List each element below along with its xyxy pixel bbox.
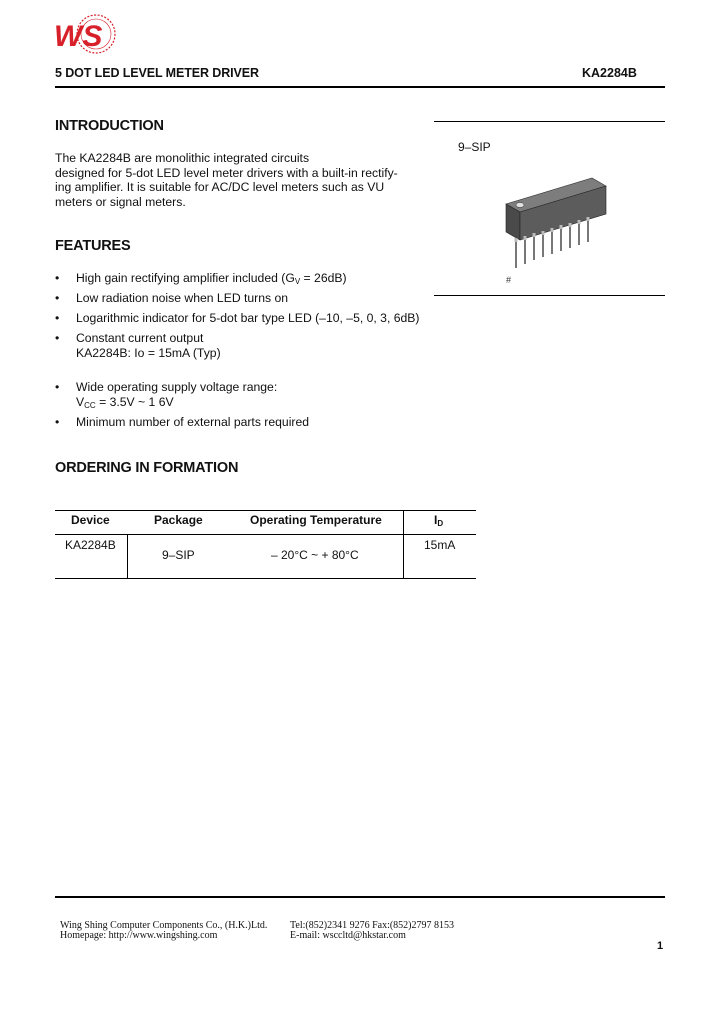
col-operating-temperature: Operating Temperature bbox=[250, 513, 382, 527]
bullet: • bbox=[55, 331, 60, 345]
part-number: KA2284B bbox=[582, 66, 637, 80]
company-logo bbox=[52, 12, 118, 56]
feature-item: • Low radiation noise when LED turns on bbox=[55, 291, 289, 305]
cell-id: 15mA bbox=[424, 538, 456, 552]
feature-list bbox=[55, 271, 435, 435]
feature-item: • High gain rectifying amplifier included $(G_V = 26dB)$ bbox=[55, 271, 347, 286]
feature-item: • Logarithmic indicator for 5-dot bar type LED (–10, –5, 0, 3, 6dB) bbox=[55, 311, 420, 325]
col-id: $I_D$ bbox=[434, 513, 444, 528]
package-bottom-rule bbox=[434, 295, 665, 296]
col-package: Package bbox=[154, 513, 203, 527]
bullet: • bbox=[55, 415, 60, 429]
bullet: • bbox=[55, 311, 60, 325]
cell-device: KA2284B bbox=[65, 538, 116, 552]
introduction-heading: INTRODUCTION bbox=[55, 118, 164, 134]
footer-company: Wing Shing Computer Components Co., (H.K.)Ltd. bbox=[60, 920, 268, 931]
footer-email: E-mail: wsccltd@hkstar.com bbox=[290, 930, 406, 941]
page-number: 1 bbox=[657, 940, 664, 952]
header-divider bbox=[55, 86, 665, 88]
table-col-divider bbox=[403, 510, 404, 578]
bullet: • bbox=[55, 380, 60, 394]
intro-line: ing amplifier. It is suitable for AC/DC level meters such as VU bbox=[55, 180, 385, 194]
features-heading: FEATURES bbox=[55, 238, 131, 254]
package-top-rule bbox=[434, 121, 665, 122]
table-rule-top bbox=[55, 510, 476, 511]
feature-item: • Wide operating supply voltage range: $V_{CC} = 3.5V$ ~ 1 6V bbox=[55, 380, 278, 410]
introduction-paragraph bbox=[55, 151, 405, 209]
pin1-marker: # bbox=[506, 275, 512, 285]
package-label: 9–SIP bbox=[458, 140, 491, 154]
intro-line: The KA2284B are monolithic integrated circuits bbox=[55, 151, 310, 165]
sip-package-drawing bbox=[494, 170, 614, 288]
footer-homepage: Homepage: http://www.wingshing.com bbox=[60, 930, 218, 941]
cell-package: 9–SIP bbox=[162, 548, 195, 562]
ordering-heading: ORDERING IN FORMATION bbox=[55, 460, 239, 476]
document-title: 5 DOT LED LEVEL METER DRIVER bbox=[55, 66, 259, 80]
cell-temperature: – 20°C ~ + 80°C bbox=[271, 548, 359, 562]
footer-divider bbox=[55, 896, 665, 898]
feature-item: • Minimum number of external parts required bbox=[55, 415, 310, 429]
footer-tel-fax: Tel:(852)2341 9276 Fax:(852)2797 8153 bbox=[290, 920, 455, 931]
svg-text:WS: WS bbox=[54, 20, 103, 53]
col-device: Device bbox=[71, 513, 110, 527]
bullet: • bbox=[55, 291, 60, 305]
table-col-divider bbox=[127, 535, 128, 578]
intro-line: meters or signal meters. bbox=[55, 194, 186, 209]
table-rule-header bbox=[55, 534, 476, 535]
intro-line: designed for 5-dot LED level meter drivers with a built-in rectify- bbox=[55, 165, 398, 180]
bullet: • bbox=[55, 271, 60, 285]
feature-item: • Constant current output KA2284B: Io = 15mA (Typ) bbox=[55, 331, 221, 360]
table-rule-bottom bbox=[55, 578, 476, 579]
